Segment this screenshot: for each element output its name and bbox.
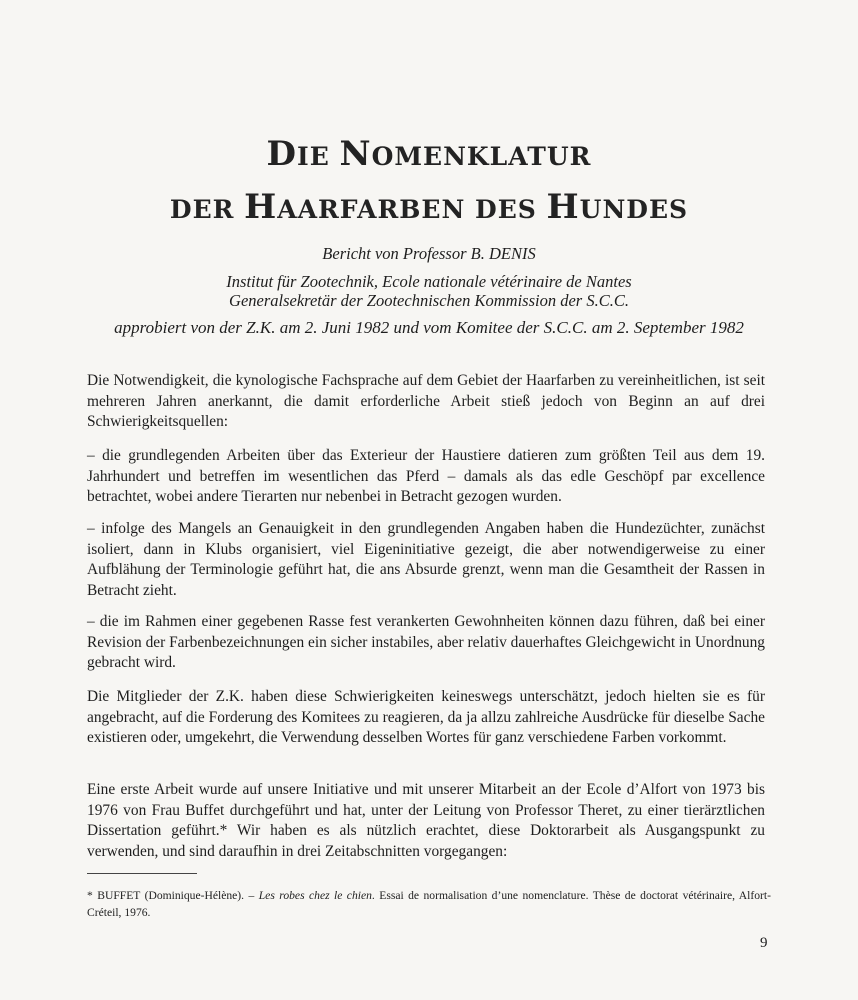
footnote-divider: [87, 873, 197, 874]
title-line-2: DER HAARFARBEN DES HUNDES: [169, 187, 689, 227]
author-institute: Institut für Zootechnik, Ecole nationale vétérinaire de Nantes: [226, 272, 632, 291]
paragraph-difficulty-3: – die im Rahmen einer gegebenen Rasse fest verankerten Gewohnheiten können dazu führen, daß bei einer Revision der Farbenbezeichnungen ein sicher instabiles, aber relativ dauerhaftes Gleichgewicht in Unordnung gebracht wird.: [87, 613, 765, 671]
paragraph-members: Die Mitglieder der Z.K. haben diese Schwierigkeiten keineswegs unterschätzt, jedoch hielten sie es für angebracht, auf die Forderung des Komitees zu reagieren, da ja allzu zahlreiche Ausdrücke für dieselbe Sache existieren oder, umgekehrt, die Verwendung desselben Wortes für ganz verschiedene Farben vorkommt.: [87, 688, 765, 746]
author-role: Generalsekretär der Zootechnischen Kommission der S.C.C.: [229, 291, 629, 310]
footnote: * BUFFET (Dominique-Hélène). – Les robes chez le chien. Essai de normalisation d’une nomenclature. Thèse de doctorat vétérinaire, Alfort-Créteil, 1976.: [87, 889, 772, 919]
paragraph-first-work: Eine erste Arbeit wurde auf unsere Initiative und mit unserer Mitarbeit an der Ecole d’Alfort von 1973 bis 1976 von Frau Buffet durchgeführt und hat, unter der Leitung von Professor Theret, zu einer tierärztlichen Dissertation geführt.* Wir haben es als nützlich erachtet, diese Doktorarbeit als Ausgangspunkt zu verwenden, und sind daraufhin in drei Zeitabschnitten vorgegangen:: [87, 781, 765, 860]
paragraph-intro: Die Notwendigkeit, die kynologische Fachsprache auf dem Gebiet der Haarfarben zu vereinheitlichen, ist seit mehreren Jahren anerkannt, die damit erforderliche Arbeit stieß jedoch von Beginn an auf drei Schwierigkeitsquellen:: [87, 372, 765, 430]
approval-note: approbiert von der Z.K. am 2. Juni 1982 und vom Komitee der S.C.C. am 2. September 1982: [114, 318, 744, 337]
paragraph-difficulty-1: – die grundlegenden Arbeiten über das Exterieur der Haustiere datieren zum größten Teil aus dem 19. Jahrhundert und betreffen im wesentlichen das Pferd – damals als das edle Geschöpf par excellence betrachtet, wobei andere Tierarten nur nebenbei in Betracht gezogen wurden.: [87, 447, 765, 505]
page-number: 9: [760, 935, 768, 951]
title-line-1: DIE NOMENKLATUR: [266, 134, 592, 174]
report-author: Bericht von Professor B. DENIS: [322, 244, 536, 263]
footnote-title: Les robes chez le chien: [258, 889, 372, 902]
paragraph-difficulty-2: – infolge des Mangels an Genauigkeit in den grundlegenden Angaben haben die Hundezüchter, zunächst isoliert, dann in Klubs organisiert, viel Eigeninitiative gezeigt, die aber notwendigerweise zu einer Aufblähung der Terminologie geführt hat, die ans Absurde grenzt, wenn man die Gesamtheit der Rassen in Betracht zieht.: [87, 520, 765, 599]
